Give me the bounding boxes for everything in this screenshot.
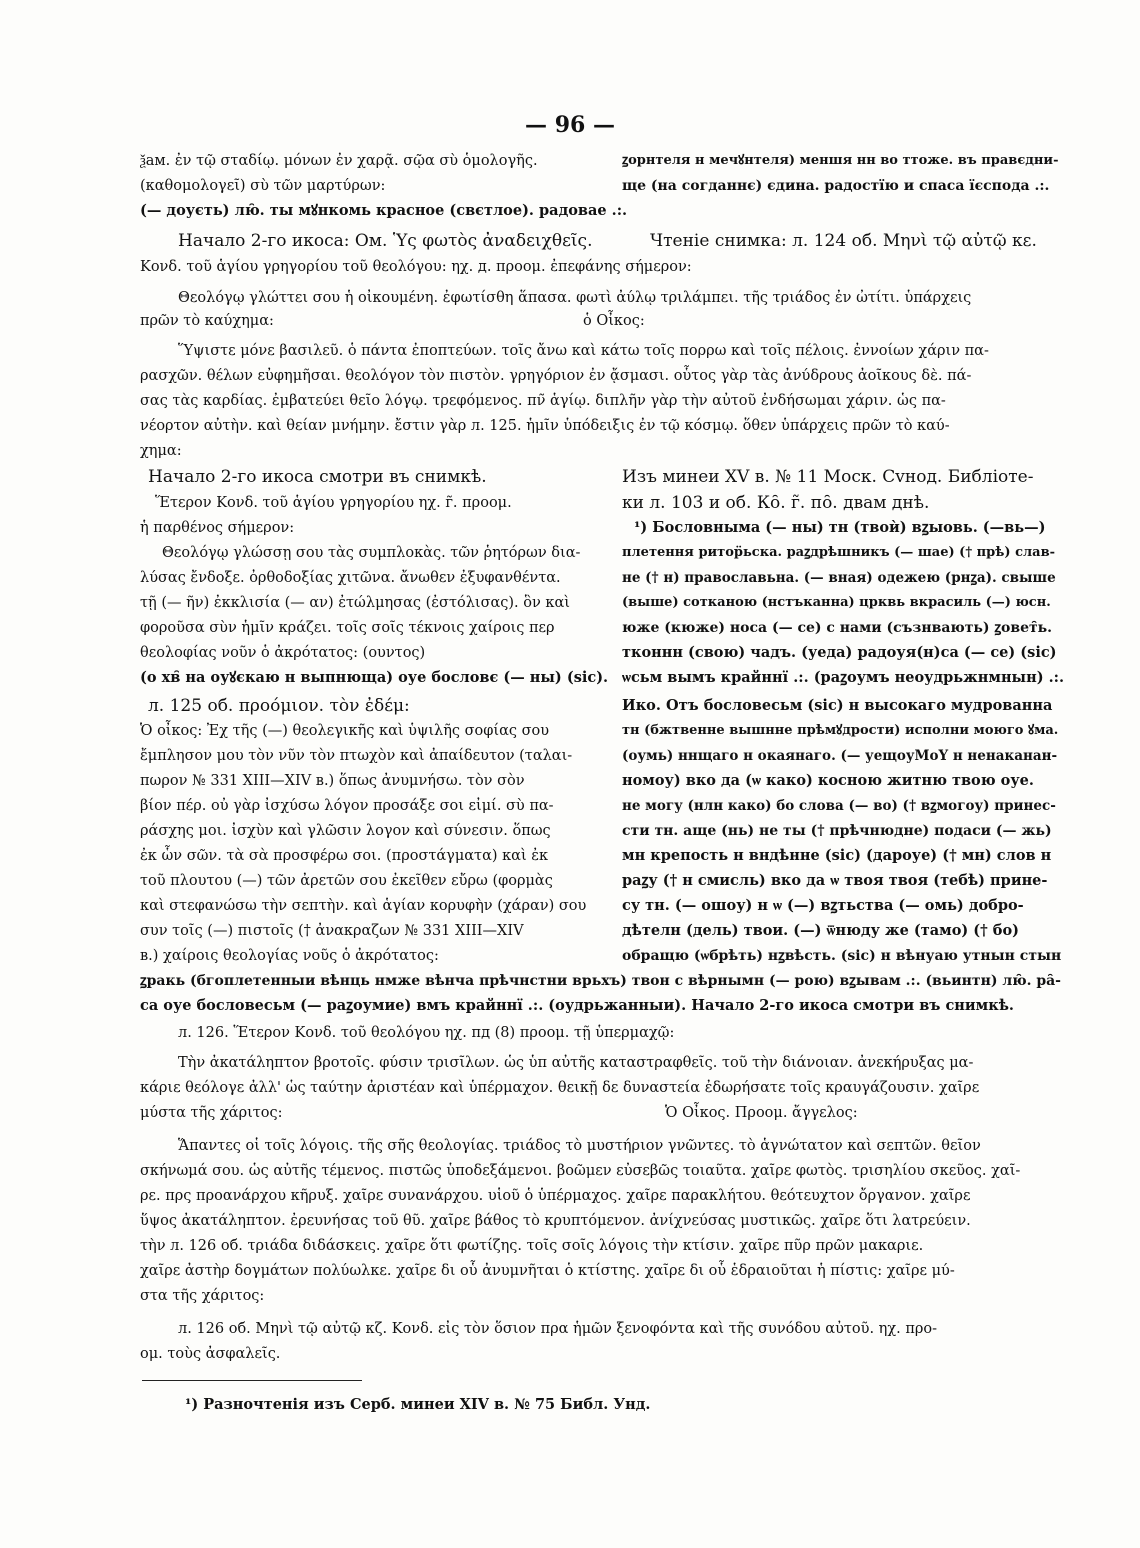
text-line: дѣтелн (дель) твои. (—) ѿнюду же (тамо) († бо) — [622, 922, 1020, 939]
text-line: (καθομολογεῖ) σὺ τῶν μαρτύρων: — [140, 178, 386, 194]
text-line: обращю (ѡбрѣть) нꙁвѣсть. (sic) н вѣнуаю утнын стын — [622, 948, 1062, 964]
text-line: раꙁу († н смисль) вко да ѡ твоя твоя (тебѣ) прине- — [622, 872, 1048, 889]
text-line: Изъ минеи XV в. № 11 Моск. Сvнод. Библіоте- — [622, 467, 1034, 487]
text-line: Τὴν ἀκατάληπτον βροτοῖς. φύσιν τρισῖλων. ὡς ὑπ αὐτῆς καταστραφθεῖς. τοῦ τὴν διάνοιαν. ἀνεκήρυξας μα- — [178, 1055, 974, 1071]
text-line: ѯам. ἐν τῷ σταδίῳ. μόνων ἐν χαρᾷ. σῷα σὺ ὁμολογῆς. — [140, 153, 538, 169]
text-line: Ἕτερον Κονδ. τοῦ ἁγίου γρηγορίου ηχ. г̃. προομ. — [155, 495, 512, 511]
text-line: ¹) Бословнымa (— ны) тн (твоѝ) вꙁыовь. (—вь—) — [634, 519, 1046, 536]
text-line: не († н) православьна. (— вная) одежею (рнꙁа). свыше — [622, 570, 1056, 586]
text-line: συν τοῖς (—) πιστοῖς († ἀνακραζων № 331 XIII—XIV — [140, 923, 524, 939]
text-line: κάριε θεόλογε ἀλλ' ὡς ταύτην ἀριστέαν καὶ ὑπέρμαχον. θεικῇ δε δυναστεία ἐδωρήσατε τοῖς κραυγάζουσιν. χαῖρε — [140, 1080, 980, 1096]
text-line: са оуе бословесьм (— раꙁоумие) вмъ крайннї .:. (оудрьжанныи). Начало 2-го икоса смотри въ снимкѣ. — [140, 997, 1014, 1014]
text-line: сти тн. аще (нь) не ты († прѣчнюдне) подаси (— жь) — [622, 823, 1052, 839]
text-line: тконнн (свою) чадъ. (уеда) радоуя(н)са (— се) (sic) — [622, 644, 1057, 661]
text-line: ρασχῶν. θέλων εὐφημῆσαι. θεολόγον τὸν πιστὸν. γρηγόριον ἐν ᾄσμασι. οὗτος γὰρ τὰς ἀνύδρους ἀοῖκους δὲ. πά- — [140, 368, 972, 384]
text-line: л. 126. Ἕτερον Κονδ. τοῦ θεολόγου ηχ. пд (8) προομ. τῇ ὑπερμαχῷ: — [178, 1025, 675, 1041]
text-line: στα τῆς χάριτος: — [140, 1288, 265, 1304]
text-line: ѡсьм вымъ крайннї .:. (раꙁоумъ неоудрьжнмнын) .:. — [622, 669, 1064, 686]
text-line: τὴν л. 126 об. τριάδα διδάσκεις. χαῖρε ὅτι φωτίζης. τοῖς σοῖς λόγοις τὴν κτίσιν. χαῖρε πῦρ πρῶν μακαριε. — [140, 1238, 924, 1254]
text-line: ἐκ ὧν σῶν. τὰ σὰ προσφέρω σοι. (προστάγματα) καὶ ἐκ — [140, 848, 549, 864]
text-line: Ико. Отъ бословесьм (sic) н высокаго мудрованна — [622, 697, 1053, 714]
text-line: не могу (нлн како) бо слова (— во) († вꙁмогоу) принес- — [622, 798, 1056, 814]
text-line: л. 125 об. προόμιον. τὸν ἐδέμ: — [148, 696, 410, 716]
text-line: плетення ритор̈ьска. раꙁдрѣшникъ (— шае) († прѣ) слав- — [622, 545, 1055, 560]
text-line: Начало 2-го икоса смотри въ снимкѣ. — [148, 467, 487, 487]
text-line: νέορτον αὐτὴν. καὶ θείαν μνήμην. ἔστιν γὰρ л. 125. ἡμῖν ὑπόδειξις ἐν τῷ κόσμῳ. ὅθεν ὑπάρχεις πρῶν τὸ καύ- — [140, 418, 950, 434]
text-line: ὁ Οἶκος: — [583, 313, 645, 329]
footnote-rule — [142, 1380, 362, 1381]
text-line: Κονδ. τοῦ ἁγίου γρηγορίου τοῦ θεολόγου: ηχ. д. προομ. ἐπεφάνης σήμερον: — [140, 259, 692, 275]
text-line: σας τὰς καρδίας. ἐμβατεύει θεῖο λόγῳ. τρεφόμενος. πν̃ ἁγίῳ. διπλῆν γὰρ τὴν αὐτοῦ ἐνδήσωμαι χάριν. ὡς πα- — [140, 393, 946, 409]
text-line: μύστα τῆς χάριτος: — [140, 1105, 283, 1121]
text-line: πωρον № 331 XIII—XIV в.) ὅπως ἀνυμνήσω. τὸν σὸν — [140, 773, 525, 789]
text-line: καὶ στεφανώσω τὴν σεπτὴν. καὶ ἁγίαν κορυφὴν (χάραν) σου — [140, 898, 587, 914]
text-line: βίον πέρ. οὐ γὰρ ἰσχύσω λόγον προσάξε σοι εἰμί. σὺ πα- — [140, 798, 554, 814]
text-line: Начало 2-го икоса: Ом. Ὑς φωτὸς ἀναδειχθεῖς. — [178, 231, 593, 251]
text-line: τοῦ πλουτου (—) τῶν ἀρετῶν σου ἐκεῖθεν εὔρω (φορμὰς — [140, 873, 553, 889]
text-line: Чтеніе снимка: л. 124 об. Μηνὶ τῷ αὐτῷ κε. — [650, 231, 1037, 251]
text-line: χαῖρε ἀστὴρ δογμάτων πολύωλκε. χαῖρε δι οὗ ἀνυμνῆται ὁ κτίστης. χαῖρε δι οὗ ἑδραιοῦται ἡ πίστις: χαῖρε μύ- — [140, 1263, 955, 1279]
text-line: ки л. 103 и об. Ко̑. г̃. по̑. двам днѣ. — [622, 493, 930, 513]
text-line: (о хв̑ на оуꙋєкаю н выпнюща) оуе бословє (— ны) (sic). — [140, 669, 609, 686]
text-line: л. 126 об. Μηνὶ τῷ αὐτῷ κζ. Κονδ. εἰς τὸν ὅσιον πρα ἡμῶν ξενοφόντα καὶ τῆς συνόδου αὐτοῦ. ηχ. προ- — [178, 1321, 938, 1337]
text-line: Ὕψιστε μόνε βασιλεῦ. ὁ πάντα ἐποπτεύων. τοῖς ἄνω καὶ κάτω τοῖς πορρω καὶ τοῖς πέλοις. ἐννοίων χάριν πα- — [178, 343, 989, 359]
text-line: πρῶν τὸ καύχημα: — [140, 313, 274, 329]
text-line: Θεολόγῳ γλώττει σου ἡ οἰκουμένη. ἐφωτίσθη ἅπασα. φωτὶ ἀύλῳ τριλάμπει. τῆς τριάδος ἐν ὠτίτι. ὑπάρχεις — [178, 290, 972, 306]
text-line: ἔμπλησον μου τὸν νῦν τὸν πτωχὸν καὶ ἀπαίδευτον (ταλαι- — [140, 748, 573, 764]
text-line: ще (на согданнє) єдина. радостїю и спаса їєспода .:. — [622, 178, 1050, 194]
text-line: ομ. τοὺς ἀσφαλεῖς. — [140, 1346, 281, 1362]
text-line: (оумь) ннщаго н окаянаго. (— уещоуΜοΥ н ненаканан- — [622, 748, 1058, 764]
text-line: юже (кюже) носа (— се) с нами (съзнвають) ꙁовет̑ь. — [622, 620, 1053, 636]
text-line: φοροῦσα σὺν ἡμῖν κράζει. τοῖς σοῖς τέκνοις χαίροις περ — [140, 620, 555, 636]
text-line: тн (бжтвенне вышнне прѣмꙋдрости) исполни моюго ꙋма. — [622, 723, 1059, 738]
text-line: τῇ (— ῆν) ἐκκλισία (— αν) ἐτώλμησας (ἐστόλισας). ὃν καὶ — [140, 595, 570, 611]
text-line: θεολοφίας νοῦν ὁ ἀκρότατος: (ουντος) — [140, 645, 426, 661]
text-line: ὕψος ἀκατάληπτον. ἐρευνήσας τοῦ θῦ. χαῖρε βάθος τὸ κρυπτόμενον. ἀνίχνεύσας μυστικῶς. χαῖρε ὅτι λατρεύειν. — [140, 1213, 971, 1229]
text-line: χημα: — [140, 443, 182, 459]
text-line: Ὁ οἶκος: Ἐχ τῆς (—) θεολεγικῆς καὶ ὑψιλῆς σοφίας σου — [140, 723, 550, 739]
text-line: мн крепость н вндѣнне (sic) (дароуе) († мн) слов н — [622, 847, 1052, 864]
text-line: номоу) вко да (ѡ како) косною житню твою оуе. — [622, 772, 1034, 789]
text-line: λύσας ἔνδοξε. ὀρθοδοξίας χιτῶνα. ἄνωθεν ἐξυφανθέντα. — [140, 570, 561, 586]
text-line: σκήνωμά σου. ὡς αὐτῆς τέμενος. πιστῶς ὑποδεξάμενοι. βοῶμεν εὐσεβῶς τοιαῦτα. χαῖρε φωτὸς. τρισηλίου σκεῦος. χαῖ- — [140, 1163, 1021, 1179]
page-number: — 96 — — [525, 112, 615, 138]
text-line: Ὁ Οἶκος. Προομ. ἄγγελος: — [665, 1105, 858, 1121]
text-line: ꙁорнтеля н мечꙋнтеля) меншя нн во ттоже. въ правєдни- — [622, 153, 1059, 168]
text-line: Θεολόγῳ γλώσσῃ σου τὰς συμπλοκὰς. τῶν ῥητόρων δια- — [162, 545, 581, 561]
text-line: Ἅπαντες οἱ τοῖς λόγοις. τῆς σῆς θεολογίας. τριάδος τὸ μυστήριον γνῶντες. τὸ ἁγνώτατον καὶ σεπτῶν. θεῖον — [178, 1138, 981, 1154]
text-line: (выше) сотканою (нстъканна) црквь вкрасиль (—) юсн. — [622, 595, 1051, 610]
text-line: су тн. (— ошоу) н ѡ (—) вꙁтьствa (— омь) добро- — [622, 897, 1024, 914]
text-line: ꙁракь (бгоплетенныи вѣнць нмже вѣнча прѣчнстни врьхъ) твон с вѣрнымн (— рою) вꙁывам .:. (вьинтн) лю̑. ра̑- — [140, 973, 1061, 989]
text-line: в.) χαίροις θεολογίας νοῦς ὁ ἀκρότατος: — [140, 948, 439, 964]
text-line: ¹) Разночтенія изъ Серб. минеи XIV в. № 75 Библ. Унд. — [185, 1396, 651, 1413]
text-line: ράσχης μοι. ἰσχὺν καὶ γλῶσιν λογον καὶ σύνεσιν. ὅπως — [140, 823, 551, 839]
text-line: (— доуєть) лю̑. ты мꙋнкомь красное (свєтлое). радовае .:. — [140, 202, 628, 219]
text-line: ρε. πρς προανάρχου κῆρυξ. χαῖρε συνανάρχου. υἱοῦ ὁ ὑπέρμαχος. χαῖρε παρακλήτου. θεότευχτον ὄργανον. χαῖρε — [140, 1188, 971, 1204]
text-line: ἡ παρθένος σήμερον: — [140, 520, 295, 536]
